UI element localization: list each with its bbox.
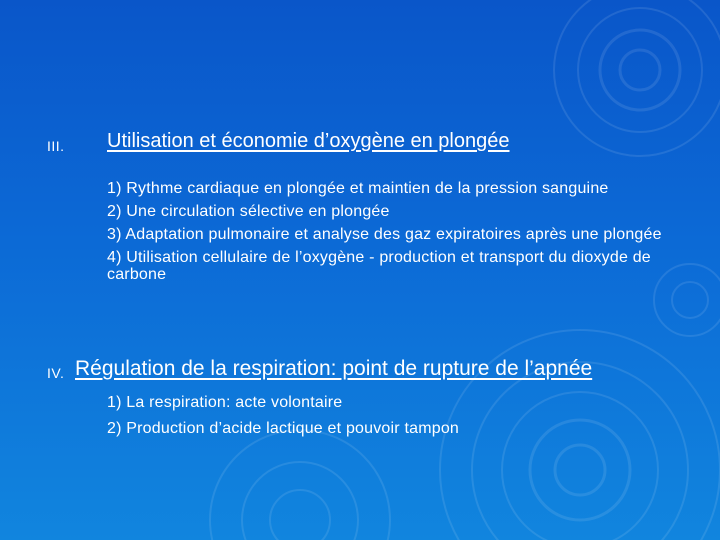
list-item: 1) Rythme cardiaque en plongée et maintien de la pression sanguine [107, 180, 609, 197]
section-numeral: IV. [47, 365, 65, 381]
section-heading: Utilisation et économie d’oxygène en plongée [107, 130, 510, 152]
list-item: 4) Utilisation cellulaire de l’oxygène - production et transport du dioxyde de carbone [107, 249, 651, 283]
section-item-list [107, 180, 682, 289]
list-item: 1) La respiration: acte volontaire [107, 394, 343, 411]
section-heading: Régulation de la respiration: point de rupture de l’apnée [75, 357, 593, 380]
list-item: 3) Adaptation pulmonaire et analyse des gaz expiratoires après une plongée [107, 226, 662, 243]
section-item-list [107, 394, 682, 443]
list-item: 2) Une circulation sélective en plongée [107, 203, 390, 220]
list-item: 2) Production d’acide lactique et pouvoir tampon [107, 420, 460, 437]
section-numeral: III. [47, 138, 65, 154]
